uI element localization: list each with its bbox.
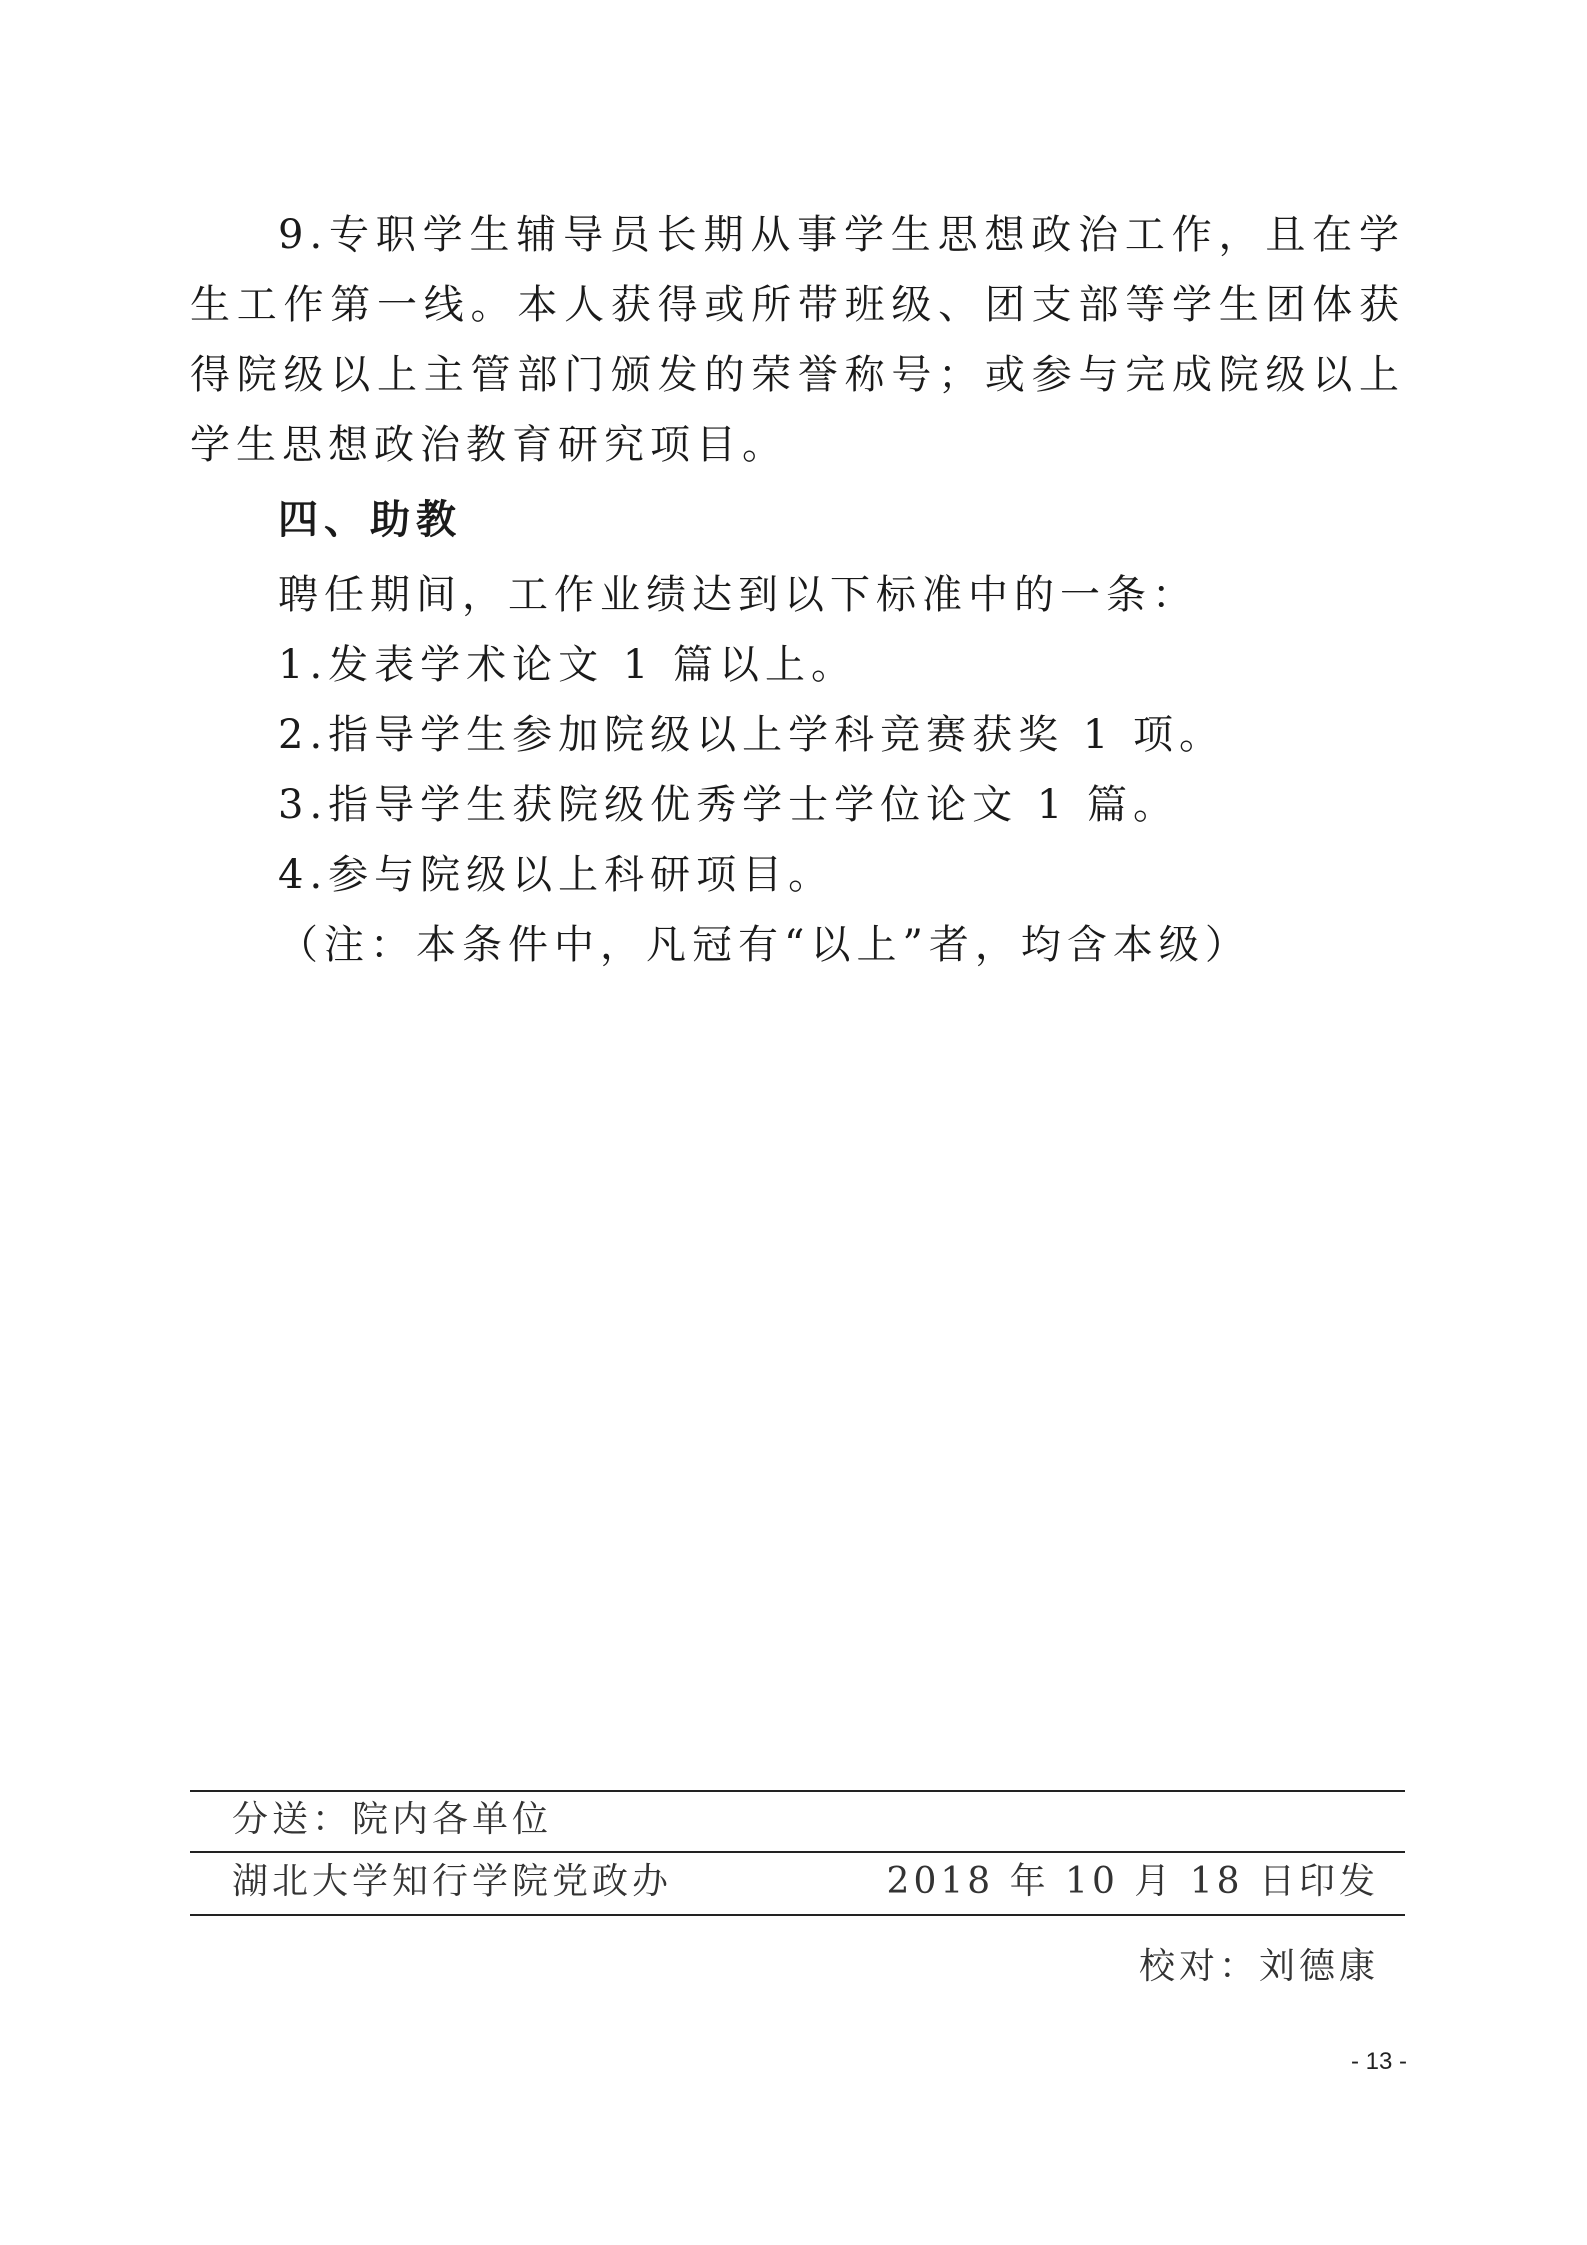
- body-text: [190, 200, 1405, 980]
- footnote: （注：本条件中，凡冠有“以上”者，均含本级）: [278, 922, 1251, 968]
- page-number: - 13 -: [1350, 2048, 1407, 2075]
- section-heading: 四、助教: [278, 497, 462, 543]
- paragraph-item-9: 9.专职学生辅导员长期从事学生思想政治工作，且在学生工作第一线。本人获得或所带班级、团支部等学生团体获得院级以上主管部门颁发的荣誉称号；或参与完成院级以上学生思想政治教育研究项目。: [190, 212, 1405, 468]
- criteria-item-3: 3.指导学生获院级优秀学士学位论文 1 篇。: [278, 782, 1180, 828]
- issuing-office: 湖北大学知行学院党政办: [232, 1861, 673, 1902]
- distribution-line: 分送：院内各单位: [232, 1799, 553, 1840]
- issue-date: 2018 年 10 月 18 日印发: [886, 1861, 1379, 1902]
- criteria-item-2: 2.指导学生参加院级以上学科竞赛获奖 1 项。: [278, 712, 1226, 758]
- footer-rule-bottom: [190, 1914, 1405, 1916]
- proofreader: 校对：刘德康: [1138, 1946, 1379, 1987]
- footer-rule-middle: [190, 1851, 1405, 1853]
- footer-rule-top: [190, 1790, 1405, 1792]
- section-intro: 聘任期间，工作业绩达到以下标准中的一条：: [278, 572, 1198, 618]
- criteria-item-4: 4.参与院级以上科研项目。: [278, 852, 835, 898]
- criteria-item-1: 1.发表学术论文 1 篇以上。: [278, 642, 858, 688]
